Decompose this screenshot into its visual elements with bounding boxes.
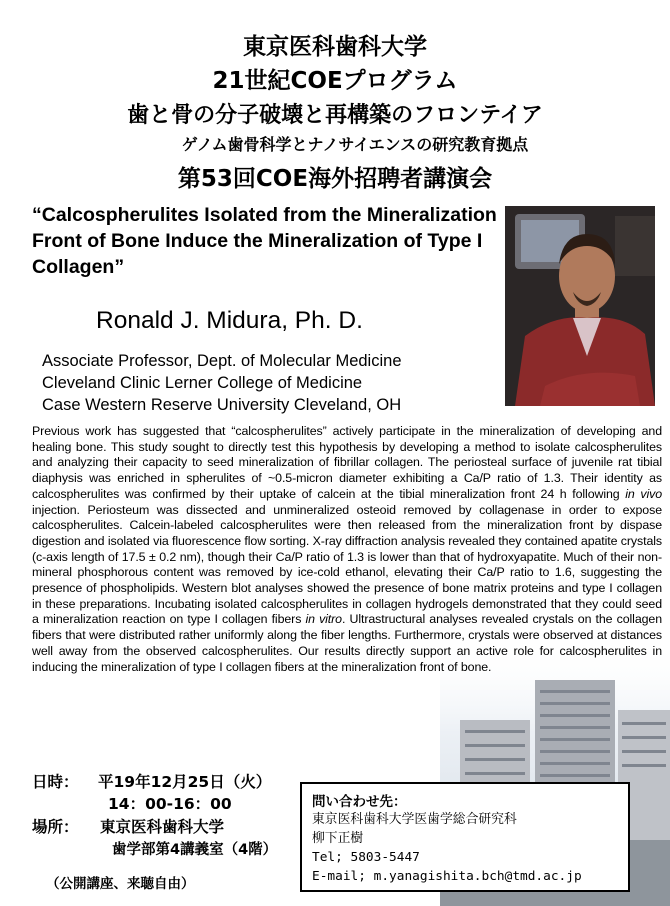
- abstract-part-3: . Ultrastructural analyses revealed crystals on the collagen fibers that were distributed rather uniformly along the fiber lengths. Furthermore, crystals were observed at distances well away from the observed calcospherulites. Our results directly support an active role for calcospherulites in inducing the mineralization of type I collagen fibers at the mineralization front of bone.: [32, 612, 662, 674]
- theme-title: 歯と骨の分子破壊と再構築のフロンテイア: [127, 103, 543, 128]
- event-title: 第53回COE海外招聘者講演会: [177, 166, 493, 192]
- contact-tel: Tel; 5803-5447: [312, 850, 420, 865]
- speaker-name: Ronald J. Midura, Ph. D.: [96, 307, 363, 334]
- abstract-part-2: injection. Periosteum was dissected and unmineralized osteoid removed by collagenase in order to expose calcospherulites. Calcein-labeled calcospherulites were then released from the mineralization front by dispase digestion and isolated via fluorescence flow sorting. X-ray diffraction analysis revealed they contained apatite crystals (c-axis length of 17.5 ± 0.2 nm), though their Ca/P ratio of 1.3 is lower than that of hydroxyapatite. Much of their non-mineral phosphorous content was removed by ice-cold ethanol, elevating their Ca/P ratio to 1.6, suggesting the presence of phospholipids. Western blot analyses showed the presence of bone matrix proteins and type I collagen in these preparations. Incubating isolated calcospherulites in collagen hydrogels demonstrated that they could seed a mineralization reaction on type I collagen fibers: [32, 502, 662, 627]
- speaker-affiliation: [42, 350, 402, 416]
- public-note: （公開講座、来聴自由）: [46, 876, 195, 892]
- subtheme-title: ゲノム歯骨科学とナノサイエンスの研究教育拠点: [181, 135, 529, 154]
- affiliation-line-1: Associate Professor, Dept. of Molecular Medicine: [42, 352, 402, 370]
- affiliation-line-2: Cleveland Clinic Lerner College of Medicine: [42, 374, 363, 392]
- abstract-italic-2: in vitro: [305, 612, 342, 627]
- abstract-text: [32, 424, 662, 675]
- place-label: 場所：: [32, 818, 79, 836]
- talk-title: “Calcospherulites Isolated from the Mineralization Front of Bone Induce the Mineralization of Type I Collagen”: [32, 204, 497, 278]
- contact-org: 東京医科歯科大学医歯学総合研究科: [312, 812, 517, 827]
- contact-email[interactable]: E-mail; m.yanagishita.bch@tmd.ac.jp: [312, 869, 582, 884]
- contact-box: [300, 782, 630, 892]
- affiliation-line-3: Case Western Reserve University Cleveland, OH: [42, 396, 402, 414]
- contact-title: 問い合わせ先：: [312, 794, 407, 810]
- contact-person: 柳下正樹: [312, 831, 364, 846]
- place-value-2: 歯学部第4講義室（4階）: [112, 842, 278, 858]
- university-title: 東京医科歯科大学: [243, 34, 427, 60]
- program-title: 21世紀COEプログラム: [212, 68, 458, 94]
- date-label: 日時：: [32, 773, 79, 791]
- speaker-photo: [505, 206, 655, 406]
- date-value: 平19年12月25日（火）: [98, 773, 272, 791]
- time-value: 14：00-16：00: [108, 795, 232, 813]
- abstract-part-1: Previous work has suggested that “calcospherulites” actively participate in the mineralization of developing and healing bone. This study sought to directly test this hypothesis by developing a method to isolate calcospherulites and analyzing their capacity to seed mineralization of fibrillar collagen. The periosteal surface of juvenile rat tibial diaphysis was enriched in spherulites of ~0.5-micron diameter exhibiting a Ca/P ratio of 1.3. Their identity as calcospherulites was confirmed by their uptake of calcein at the tibial mineralization front 24 h following: [32, 424, 662, 501]
- abstract-italic-1: in vivo: [625, 486, 662, 501]
- place-value-1: 東京医科歯科大学: [100, 818, 225, 836]
